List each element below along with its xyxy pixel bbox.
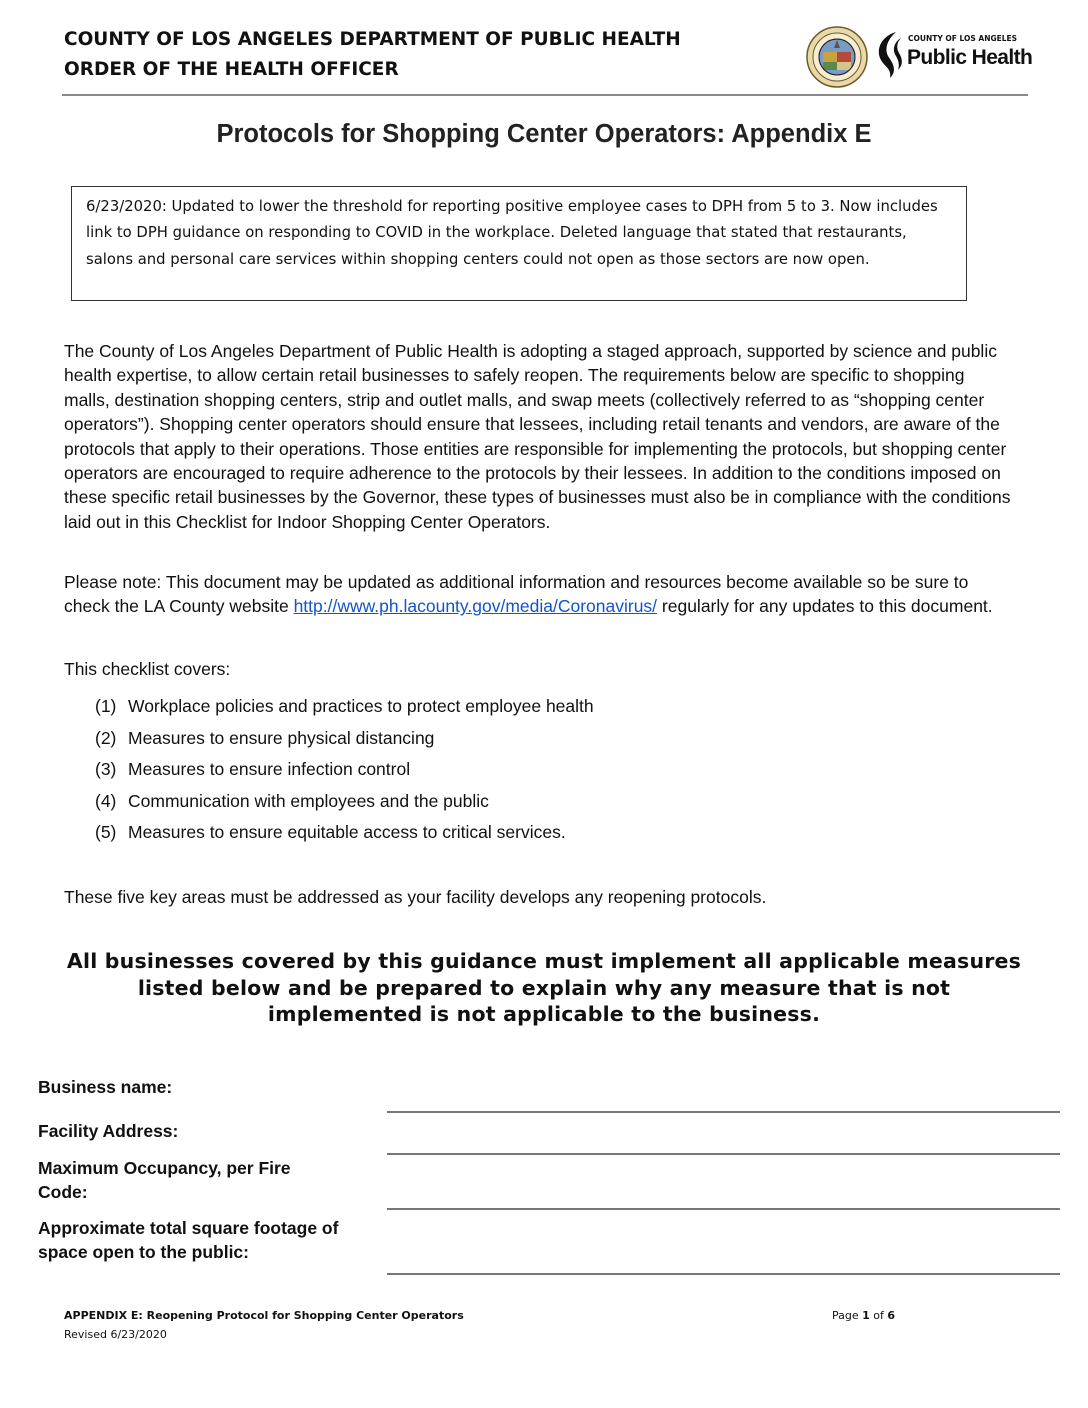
list-item-text: Workplace policies and practices to protect employee health (128, 696, 594, 716)
list-item (95, 759, 410, 780)
square-footage-field[interactable] (387, 1273, 1060, 1275)
page-current: 1 (862, 1309, 870, 1322)
facility-address-label: Facility Address: (38, 1121, 179, 1141)
county-seal-icon (806, 26, 868, 88)
lacounty-website-link[interactable]: http://www.ph.lacounty.gov/media/Coronavirus/ (293, 596, 658, 617)
update-note-text: 6/23/2020: Updated to lower the threshold for reporting positive employee cases to DPH from 5 to 3. Now includes link to DPH guidance on responding to COVID in the workplace. Deleted language that stated that restaurants, salons and personal care services within shopping centers could not open as those sectors are now open. (86, 198, 938, 268)
list-item-number: (1) (95, 696, 117, 716)
list-item (95, 728, 434, 749)
implementation-notice: All businesses covered by this guidance must implement all applicable measures listed below and be prepared to explain why any measure that is not implemented is not applicable to the business. (66, 949, 1022, 1026)
list-item (95, 791, 489, 812)
list-item-text: Measures to ensure infection control (128, 759, 411, 779)
list-item-number: (2) (95, 728, 117, 748)
public-health-logo (874, 30, 1033, 82)
page-of: of (869, 1309, 888, 1322)
page-number (832, 1309, 895, 1322)
footer-revised: Revised 6/23/2020 (64, 1328, 167, 1341)
header-department: COUNTY OF LOS ANGELES DEPARTMENT OF PUBLIC HEALTH (64, 29, 681, 50)
public-health-swoosh-icon (874, 30, 906, 82)
note-text-before: Please note: This document may be updated as additional information and resources become available so be sure to check the LA County website (64, 572, 969, 617)
business-name-field[interactable] (387, 1111, 1060, 1113)
update-note-box (71, 186, 967, 301)
list-item (95, 822, 566, 843)
list-item-text: Measures to ensure physical distancing (128, 728, 435, 748)
logo-county-text: COUNTY OF LOS ANGELES (908, 34, 1018, 43)
intro-paragraph: The County of Los Angeles Department of Public Health is adopting a staged approach, supported by science and public health expertise, to allow certain retail businesses to safely reopen. The requirements below are specific to shopping malls, destination shopping centers, strip and outlet malls, and swap meets (collectively referred to as “shopping center operators”). Shopping center operators should ensure that lessees, including retail tenants and vendors, are aware of the protocols that apply to their operations. Those entities are responsible for implementing the protocols, but shopping center operators are encouraged to require adherence to the protocols by their lessees. In addition to the conditions imposed on these specific retail businesses by the Governor, these types of businesses must also be in compliance with the conditions laid out in this Checklist for Indoor Shopping Center Operators. (64, 341, 1011, 532)
note-text-after: regularly for any updates to this document. (657, 596, 993, 617)
note-paragraph (64, 570, 1014, 619)
page-total: 6 (887, 1309, 896, 1322)
list-item (95, 696, 594, 717)
checklist-intro: This checklist covers: (64, 659, 231, 679)
max-occupancy-label: Maximum Occupancy, per Fire Code: (38, 1158, 291, 1202)
max-occupancy-field[interactable] (387, 1208, 1060, 1210)
page-word: Page (832, 1309, 863, 1322)
list-item-number: (4) (95, 791, 117, 811)
list-item-number: (5) (95, 822, 117, 842)
list-item-text: Communication with employees and the public (128, 791, 489, 811)
square-footage-label: Approximate total square footage of space open to the public: (38, 1218, 339, 1262)
footer-title: APPENDIX E: Reopening Protocol for Shopping Center Operators (64, 1309, 464, 1322)
logo-public-health-text: Public Health (907, 46, 1033, 69)
key-areas-text: These five key areas must be addressed as your facility develops any reopening protocols. (64, 887, 767, 907)
page-title: Protocols for Shopping Center Operators: Appendix E (216, 120, 872, 148)
header-order: ORDER OF THE HEALTH OFFICER (64, 59, 399, 80)
facility-address-field[interactable] (387, 1153, 1060, 1155)
list-item-text: Measures to ensure equitable access to critical services. (128, 822, 566, 842)
list-item-number: (3) (95, 759, 117, 779)
business-name-label: Business name: (38, 1077, 173, 1097)
header-divider (62, 94, 1028, 96)
